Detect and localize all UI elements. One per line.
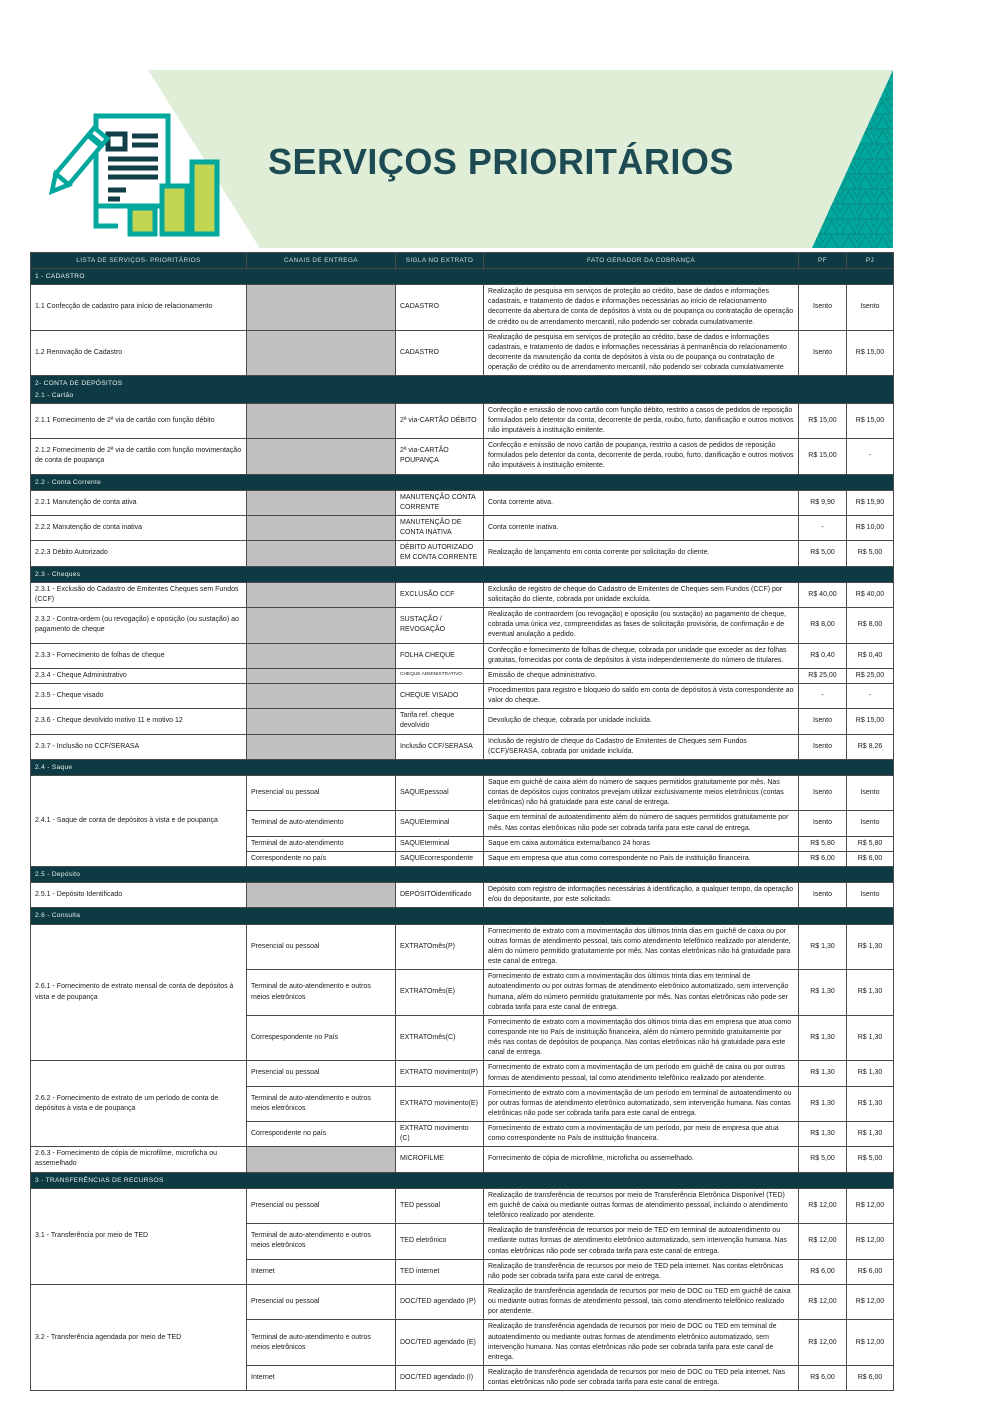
channel-cell (247, 439, 396, 474)
service-cell: 2.2.1 Manutenção de conta ativa (31, 490, 247, 515)
pj-cell: R$ 1,30 (847, 1015, 894, 1061)
service-cell: 2.6.3 - Fornecimento de cópia de microfilme, microficha ou assemelhado (31, 1147, 247, 1172)
pf-cell: Isento (799, 285, 847, 331)
pj-cell: R$ 12,00 (847, 1224, 894, 1259)
section-band (31, 566, 894, 582)
section-band-label: 2.4 - Saque (35, 763, 73, 771)
pf-cell: - (799, 516, 847, 541)
pj-cell: R$ 6,00 (847, 851, 894, 866)
pj-cell: R$ 12,00 (847, 1320, 894, 1366)
section-band-row (31, 566, 894, 582)
pj-cell: R$ 40,00 (847, 582, 894, 607)
sigla-cell: DÉBITO AUTORIZADO EM CONTA CORRENTE (396, 541, 484, 566)
fee-table-body (31, 269, 894, 1391)
table-row (31, 608, 894, 643)
description-cell: Realização de transferência agendada de recursos por meio de DOC ou TED em terminal de autoatendimento ou mediante outras formas de atendimento eletrônico automatizado, sem intervenção humana. Nas contas eletrônicas não pode ser cobrada tarifa para este canal de entrega. (484, 1320, 799, 1366)
pj-cell: R$ 5,00 (847, 541, 894, 566)
channel-cell (247, 668, 396, 683)
description-cell: Realização de transferência agendada de recursos por meio de DOC ou TED pela internet. Nas contas eletrônicas não pode ser cobrada tarifa para este canal de entrega. (484, 1365, 799, 1390)
section-band (31, 269, 894, 285)
description-cell: Confecção e emissão de novo cartão com função débito, restrito a casos de pedidos de reposição formulados pelo detentor da conta, decorrente de perda, roubo, furto, danificação e outros motivos não imputáveis à instituição emitente. (484, 403, 799, 438)
channel-cell: Terminal de auto-atendimento e outros meios eletrônicos (247, 1224, 396, 1259)
pj-cell: Isento (847, 811, 894, 836)
sigla-cell: MANUTENÇÃO DE CONTA INATIVA (396, 516, 484, 541)
channel-cell: Correspondente no país (247, 851, 396, 866)
pj-cell: R$ 8,00 (847, 608, 894, 643)
channel-cell (247, 1147, 396, 1172)
pf-cell: R$ 15,00 (799, 403, 847, 438)
description-cell: Realização de pesquisa em serviços de proteção ao crédito, base de dados e informações cadastrais, e tratamento de dados e informações necessárias ao início de relacionamento decorrente da abertura de conta de depósitos à vista ou de poupança ou contratação de operação de crédito ou de arrendamento mercantil, não podendo ser cobrada cumulativamente. (484, 285, 799, 331)
service-cell: 2.2.3 Débito Autorizado (31, 541, 247, 566)
pj-cell: R$ 1,30 (847, 970, 894, 1016)
channel-cell (247, 734, 396, 759)
table-row (31, 734, 894, 759)
service-cell: 2.3.7 - Inclusão no CCF/SERASA (31, 734, 247, 759)
pf-cell: R$ 1,30 (799, 1122, 847, 1147)
sigla-cell: SAQUEpessoal (396, 776, 484, 811)
channel-cell: Presencial ou pessoal (247, 776, 396, 811)
sigla-cell: Inclusão CCF/SERASA (396, 734, 484, 759)
description-cell: Realização de transferência de recursos por meio de Transferência Eletrônica Disponível (TED) em guichê de caixa ou mediante outras formas de atendimento pessoal, incluindo o atendimento telefônico realizado por atendente. (484, 1188, 799, 1223)
channel-cell: Terminal de auto-atendimento e outros meios eletrônicos (247, 1086, 396, 1121)
sigla-cell: EXTRATO movimento(P) (396, 1061, 484, 1086)
table-row (31, 285, 894, 331)
channel-cell: Terminal de auto-atendimento (247, 811, 396, 836)
service-cell: 2.3.1 - Exclusão do Cadastro de Emitentes Cheques sem Fundos (CCF) (31, 582, 247, 607)
pf-cell: R$ 12,00 (799, 1320, 847, 1366)
pf-cell: R$ 5,00 (799, 541, 847, 566)
section-band (31, 474, 894, 490)
pf-cell: R$ 12,00 (799, 1188, 847, 1223)
sigla-cell: TED internet (396, 1259, 484, 1284)
description-cell: Saque em terminal de autoatendimento além do número de saques permitidos gratuitamente por mês. Nas contas eletrônicas não pode ser cobrada tarifa para este canal de entrega. (484, 811, 799, 836)
section-band (31, 1172, 894, 1188)
pf-cell: R$ 12,00 (799, 1284, 847, 1319)
teal-triangle-pattern (806, 70, 893, 248)
pj-cell: R$ 10,00 (847, 516, 894, 541)
description-cell: Saque em caixa automática externa/banco 24 horas (484, 836, 799, 851)
table-row (31, 1284, 894, 1319)
pj-cell: R$ 12,00 (847, 1188, 894, 1223)
column-header-pf: PF (799, 253, 847, 269)
channel-cell (247, 582, 396, 607)
pf-cell: R$ 6,00 (799, 1365, 847, 1390)
pj-cell: - (847, 683, 894, 708)
table-header-row (31, 253, 894, 269)
channel-cell (247, 403, 396, 438)
service-cell: 3.1 - Transferência por meio de TED (31, 1188, 247, 1284)
table-row (31, 490, 894, 515)
channel-cell: Terminal de auto-atendimento (247, 836, 396, 851)
description-cell: Fornecimento de extrato com a movimentação dos últimos trinta dias em terminal de autoatendimento ou por outras formas de atendimento eletrônico automatizado, sem intervenção humana, além do número permitido gratuitamente por mês. Nas contas eletrônicas não pode ser cobrada tarifa para este canal de entrega. (484, 970, 799, 1016)
sigla-cell: SUSTAÇÃO / REVOGAÇÃO (396, 608, 484, 643)
table-row (31, 439, 894, 474)
channel-cell: Presencial ou pessoal (247, 1061, 396, 1086)
sigla-cell: EXTRATOmês(P) (396, 924, 484, 970)
table-row (31, 1188, 894, 1223)
pf-cell: R$ 9,90 (799, 490, 847, 515)
description-cell: Exclusão de registro de cheque do Cadastro de Emitentes de Cheques sem Fundos (CCF) por solicitação do cliente, cobrada por unidade excluída. (484, 582, 799, 607)
pj-cell: R$ 6,00 (847, 1365, 894, 1390)
channel-cell: Internet (247, 1259, 396, 1284)
sigla-cell: DOC/TED agendado (P) (396, 1284, 484, 1319)
pj-cell: Isento (847, 776, 894, 811)
description-cell: Confecção e emissão de novo cartão de poupança, restrito a casos de pedidos de reposição formulados pelo detentor da conta, decorrente de perda, roubo, furto, danificação e outros motivos não imputáveis à instituição emitente. (484, 439, 799, 474)
channel-cell: Internet (247, 1365, 396, 1390)
section-band-row (31, 908, 894, 924)
channel-cell (247, 683, 396, 708)
channel-cell: Presencial ou pessoal (247, 924, 396, 970)
table-row (31, 582, 894, 607)
pj-cell: R$ 1,30 (847, 1086, 894, 1121)
column-header-pj: PJ (847, 253, 894, 269)
description-cell: Realização de transferência agendada de recursos por meio de DOC ou TED em guichê de caixa ou mediante outras formas de atendimento pessoal, tais como atendimento telefônico realizado por atendente. (484, 1284, 799, 1319)
pf-cell: R$ 15,00 (799, 439, 847, 474)
description-cell: Confecção e fornecimento de folhas de cheque, cobrada por unidade que exceder as dez folhas gratuitas, fornecidas por conta de depósitos à vista independentemente do número de titulares. (484, 643, 799, 668)
section-band (31, 866, 894, 882)
pj-cell: R$ 5,80 (847, 836, 894, 851)
sigla-cell: DOC/TED agendado (E) (396, 1320, 484, 1366)
pf-cell: Isento (799, 811, 847, 836)
service-cell: 2.2.2 Manutenção de conta inativa (31, 516, 247, 541)
pf-cell: R$ 1,30 (799, 1015, 847, 1061)
table-row (31, 330, 894, 376)
description-cell: Inclusão de registro de cheque do Cadastro de Emitentes de Cheques sem Fundos (CCF)/SERASA, cobrada por unidade incluída. (484, 734, 799, 759)
pj-cell: Isento (847, 883, 894, 908)
table-row (31, 516, 894, 541)
section-band-label: 1 - CADASTRO (35, 273, 85, 280)
pf-cell: R$ 0,40 (799, 643, 847, 668)
pf-cell: R$ 12,00 (799, 1224, 847, 1259)
table-row (31, 643, 894, 668)
section-band-row (31, 759, 894, 775)
description-cell: Fornecimento de extrato com a movimentação de um período em terminal de autoatendimento ou por outras formas de atendimento eletrônico automatizado, sem intervenção humana. Nas contas eletrônicas não pode ser cobrada tarifa para este canal de entrega. (484, 1086, 799, 1121)
channel-cell (247, 883, 396, 908)
sigla-cell: 2ª via-CARTÃO DÉBITO (396, 403, 484, 438)
description-cell: Fornecimento de extrato com a movimentação dos últimos trinta dias em empresa que atua como corresponde nte no País de instituição financeira, além do número permitido gratuitamente por mês nas contas de depósitos de poupança. Nas contas eletrônicas não há gratuidade para este canal de entrega. (484, 1015, 799, 1061)
description-cell: Realização de contraordem (ou revogação) e oposição (ou sustação) ao pagamento de cheque, cobrada uma única vez, compreendidas as fases de solicitação provisória, de confirmação e de eventual anulação a pedido. (484, 608, 799, 643)
page-title: SERVIÇOS PRIORITÁRIOS (268, 141, 734, 182)
sigla-cell: FOLHA CHEQUE (396, 643, 484, 668)
service-cell: 2.6.1 - Fornecimento de extrato mensal de conta de depósitos à vista e de poupança (31, 924, 247, 1061)
channel-cell: Correspondente no país (247, 1122, 396, 1147)
channel-cell: Presencial ou pessoal (247, 1284, 396, 1319)
description-cell: Emissão de cheque administrativo. (484, 668, 799, 683)
description-cell: Procedimentos para registro e bloqueio do saldo em conta de depósitos à vista correspondente ao valor do cheque. (484, 683, 799, 708)
table-row (31, 776, 894, 811)
pf-cell: Isento (799, 709, 847, 734)
pf-cell: Isento (799, 330, 847, 376)
channel-cell (247, 643, 396, 668)
sigla-cell: DOC/TED agendado (I) (396, 1365, 484, 1390)
sigla-cell: EXCLUSÃO CCF (396, 582, 484, 607)
channel-cell: Terminal de auto-atendimento e outros meios eletrônicos (247, 1320, 396, 1366)
section-band (31, 376, 894, 403)
sigla-cell: CHEQUE ADMINISTRATIVO (396, 668, 484, 683)
table-row (31, 709, 894, 734)
service-cell: 2.5.1 - Depósito Identificado (31, 883, 247, 908)
section-band-row (31, 269, 894, 285)
table-row (31, 683, 894, 708)
service-cell: 2.4.1 - Saque de conta de depósitos à vista e de poupança (31, 776, 247, 867)
pf-cell: Isento (799, 883, 847, 908)
table-row (31, 403, 894, 438)
pj-cell: R$ 1,30 (847, 924, 894, 970)
sigla-cell: CHEQUE VISADO (396, 683, 484, 708)
sigla-cell: DEPÓSITOidentificado (396, 883, 484, 908)
channel-cell (247, 285, 396, 331)
sigla-cell: TED eletrônico (396, 1224, 484, 1259)
pj-cell: R$ 5,00 (847, 1147, 894, 1172)
channel-cell (247, 541, 396, 566)
service-cell: 2.1.1 Fornecimento de 2ª via de cartão com função débito (31, 403, 247, 438)
pf-cell: R$ 40,00 (799, 582, 847, 607)
service-cell: 2.3.5 - Cheque visado (31, 683, 247, 708)
pf-cell: Isento (799, 776, 847, 811)
sigla-cell: MANUTENÇÃO CONTA CORRENTE (396, 490, 484, 515)
description-cell: Depósito com registro de informações necessárias à identificação, a qualquer tempo, da operação e/ou do depositante, por este solicitado. (484, 883, 799, 908)
channel-cell: Correspespondente no País (247, 1015, 396, 1061)
pf-cell: R$ 1,30 (799, 1061, 847, 1086)
column-header-channels: CANAIS DE ENTREGA (247, 253, 396, 269)
pj-cell: Isento (847, 285, 894, 331)
section-band-label: 2.6 - Consulta (35, 912, 81, 920)
channel-cell (247, 516, 396, 541)
pf-cell: R$ 6,00 (799, 1259, 847, 1284)
section-band-label: 3 - TRANSFERÊNCIAS DE RECURSOS (35, 1176, 164, 1184)
description-cell: Realização de lançamento em conta corrente por solicitação do cliente. (484, 541, 799, 566)
pj-cell: R$ 1,30 (847, 1061, 894, 1086)
description-cell: Fornecimento de extrato com a movimentação de um período, por meio de empresa que atua como correspondente no País de instituição financeira. (484, 1122, 799, 1147)
channel-cell: Presencial ou pessoal (247, 1188, 396, 1223)
channel-cell: Terminal de auto-atendimento e outros meios eletrônicos (247, 970, 396, 1016)
pj-cell: R$ 12,00 (847, 1284, 894, 1319)
sigla-cell: CADASTRO (396, 330, 484, 376)
description-cell: Conta corrente inativa. (484, 516, 799, 541)
section-band-label: 2.3 - Cheques (35, 570, 81, 578)
pf-cell: R$ 6,00 (799, 851, 847, 866)
pj-cell: R$ 8,26 (847, 734, 894, 759)
channel-cell (247, 608, 396, 643)
pf-cell: R$ 25,00 (799, 668, 847, 683)
section-band-label: 2- CONTA DE DEPÓSITOS (35, 380, 123, 388)
service-cell: 1.1 Confecção de cadastro para início de relacionamento (31, 285, 247, 331)
document-chart-icon (48, 110, 220, 242)
pj-cell: R$ 15,90 (847, 490, 894, 515)
sigla-cell: EXTRATOmês(C) (396, 1015, 484, 1061)
section-band-label: 2.5 - Depósito (35, 870, 81, 878)
section-band-row (31, 1172, 894, 1188)
sigla-cell: EXTRATO movimento(E) (396, 1086, 484, 1121)
pf-cell: R$ 1,30 (799, 1086, 847, 1121)
section-band-row (31, 866, 894, 882)
column-header-sigla: SIGLA NO EXTRATO (396, 253, 484, 269)
description-cell: Conta corrente ativa. (484, 490, 799, 515)
sigla-cell: SAQUEcorrespondente (396, 851, 484, 866)
section-band-label: 2.1 - Cartão (35, 391, 74, 399)
pf-cell: R$ 5,80 (799, 836, 847, 851)
section-band-row (31, 474, 894, 490)
service-cell: 2.1.2 Fornecimento de 2ª via de cartão com função movimentação de conta de poupança (31, 439, 247, 474)
sigla-cell: SAQUEterminal (396, 836, 484, 851)
sigla-cell: TED pessoal (396, 1188, 484, 1223)
description-cell: Realização de transferência de recursos por meio de TED pela internet. Nas contas eletrônicas não pode ser cobrada tarifa para este canal de entrega. (484, 1259, 799, 1284)
service-cell: 3.2 - Transferência agendada por meio de TED (31, 1284, 247, 1390)
service-cell: 1.2 Renovação de Cadastro (31, 330, 247, 376)
fee-table (30, 252, 894, 1391)
column-header-services: LISTA DE SERVIÇOS- PRIORITÁRIOS (31, 253, 247, 269)
pf-cell: R$ 1,30 (799, 924, 847, 970)
sigla-cell: SAQUEterminal (396, 811, 484, 836)
pf-cell: R$ 1,30 (799, 970, 847, 1016)
pj-cell: R$ 15,00 (847, 403, 894, 438)
description-cell: Realização de transferência de recursos por meio de TED em terminal de autoatendimento ou mediante outras formas de atendimento eletrônico automatizado, sem intervenção humana. Nas contas eletrônicas não pode ser cobrada tarifa para este canal de entrega. (484, 1224, 799, 1259)
channel-cell (247, 330, 396, 376)
section-band-label: 2.2 - Conta Corrente (35, 478, 102, 486)
sigla-cell: EXTRATOmês(E) (396, 970, 484, 1016)
table-row (31, 924, 894, 970)
sigla-cell: MICROFILME (396, 1147, 484, 1172)
section-band-row (31, 376, 894, 403)
pj-cell: - (847, 439, 894, 474)
description-cell: Fornecimento de extrato com a movimentação dos últimos trinta dias em guichê de caixa ou por outras formas de atendimento pessoal, tais como atendimento telefônico realizado por atendente, além do número permitido gratuitamente por mês. Nas contas eletrônicas não há gratuidade para este canal de entrega. (484, 924, 799, 970)
channel-cell (247, 490, 396, 515)
sigla-cell: 2ª via-CARTÃO POUPANÇA (396, 439, 484, 474)
pf-cell: R$ 5,00 (799, 1147, 847, 1172)
service-cell: 2.3.4 - Cheque Administrativo (31, 668, 247, 683)
description-cell: Saque em guichê de caixa além do número de saques permitidos gratuitamente por mês. Nas contas de depósitos cujos contratos prevejam utilizar exclusivamente meios eletrônicos (contas eletrônicas) não há gratuidade para este canal de entrega. (484, 776, 799, 811)
description-cell: Fornecimento de cópia de microfilme, microficha ou assemelhado. (484, 1147, 799, 1172)
description-cell: Saque em empresa que atua como correspondente no País de instituição financeira. (484, 851, 799, 866)
table-row (31, 541, 894, 566)
pf-cell: Isento (799, 734, 847, 759)
sigla-cell: EXTRATO movimento (C) (396, 1122, 484, 1147)
sigla-cell: Tarifa ref. cheque devolvido (396, 709, 484, 734)
pj-cell: R$ 6,00 (847, 1259, 894, 1284)
channel-cell (247, 709, 396, 734)
table-row (31, 1061, 894, 1086)
service-cell: 2.3.2 - Contra-ordem (ou revogação) e oposição (ou sustação) ao pagamento de cheque (31, 608, 247, 643)
service-cell: 2.6.2 - Fornecimento de extrato de um período de conta de depósitos à vista e de poupança (31, 1061, 247, 1147)
description-cell: Fornecimento de extrato com a movimentação de um período em guichê de caixa ou por outras formas de atendimento pessoal, tal como atendimento telefônico realizado por atendente. (484, 1061, 799, 1086)
section-band (31, 759, 894, 775)
table-row (31, 668, 894, 683)
table-row (31, 1147, 894, 1172)
section-band (31, 908, 894, 924)
service-cell: 2.3.3 - Fornecimento de folhas de cheque (31, 643, 247, 668)
pj-cell: R$ 25,00 (847, 668, 894, 683)
pj-cell: R$ 15,00 (847, 330, 894, 376)
pf-cell: R$ 8,00 (799, 608, 847, 643)
pf-cell: - (799, 683, 847, 708)
table-row (31, 883, 894, 908)
pj-cell: R$ 15,00 (847, 709, 894, 734)
description-cell: Devolução de cheque, cobrada por unidade incluída. (484, 709, 799, 734)
sigla-cell: CADASTRO (396, 285, 484, 331)
description-cell: Realização de pesquisa em serviços de proteção ao crédito, base de dados e informações cadastrais, e tratamento de dados e informações necessárias à permanência do relacionamento decorrente da manutenção da conta de depósitos à vista ou de poupança ou contratação de operação de crédito ou de arrendamento mercantil, não podendo ser cobrada cumulativamente (484, 330, 799, 376)
service-cell: 2.3.6 - Cheque devolvido motivo 11 e motivo 12 (31, 709, 247, 734)
pj-cell: R$ 1,30 (847, 1122, 894, 1147)
column-header-fato: FATO GERADOR DA COBRANÇA (484, 253, 799, 269)
pj-cell: R$ 0,40 (847, 643, 894, 668)
